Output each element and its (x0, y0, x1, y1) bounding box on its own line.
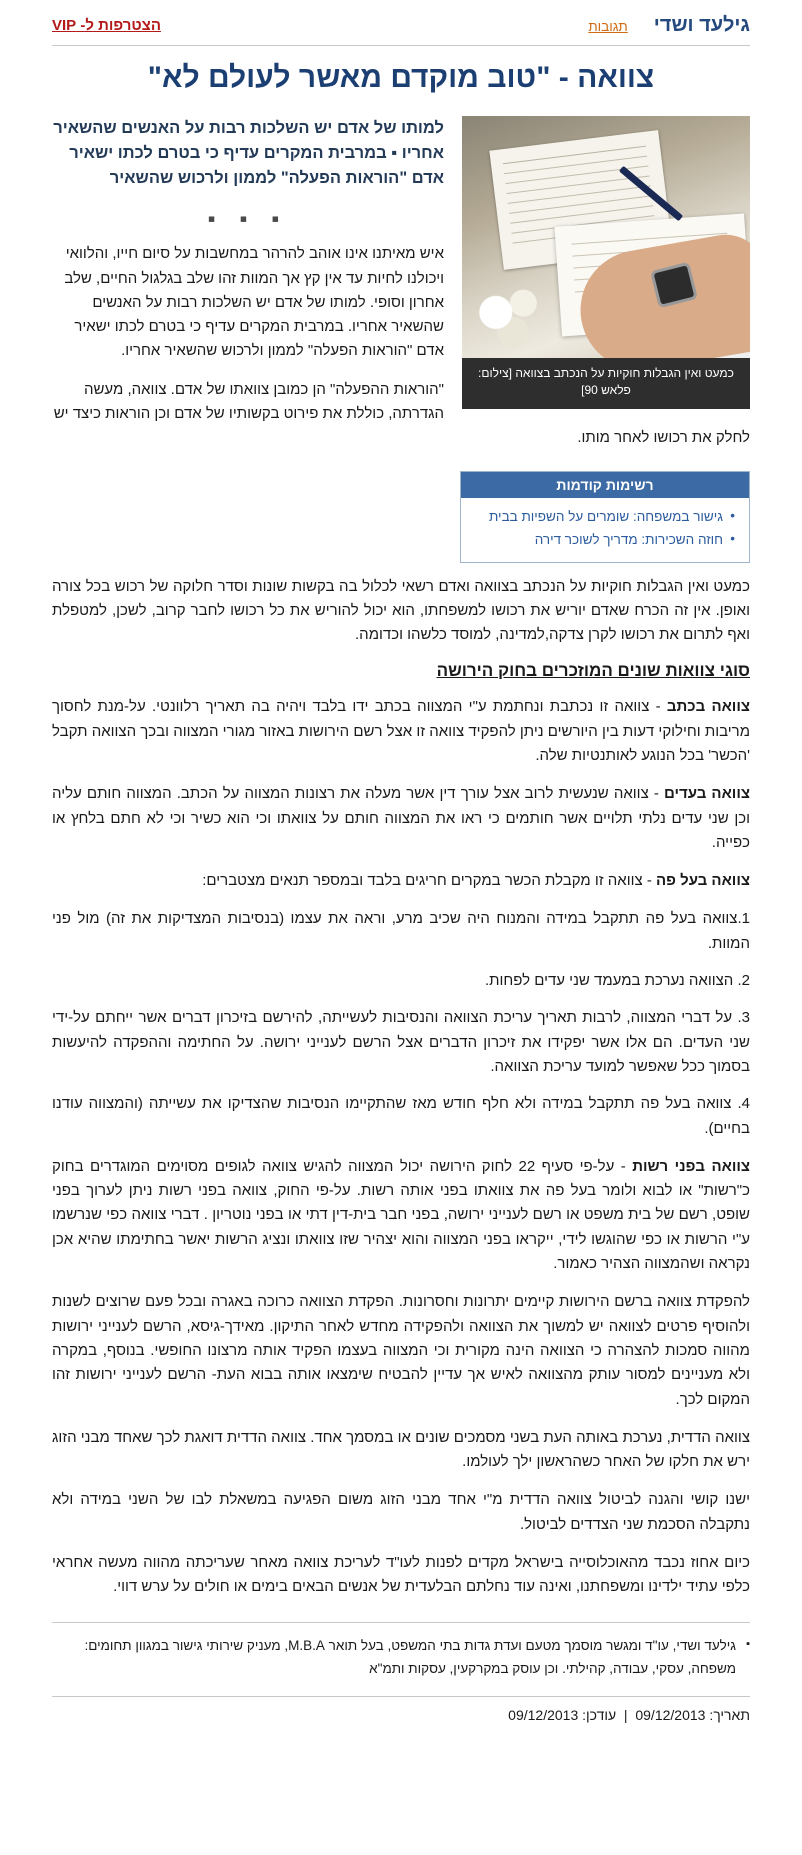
page-title: צוואה - "טוב מוקדם מאשר לעולם לא" (147, 61, 655, 94)
updated-value: 09/12/2013 (508, 1707, 579, 1724)
list-item[interactable] (471, 529, 735, 552)
list-item[interactable] (471, 506, 735, 529)
closing-paragraph-3: ישנו קושי והגנה לביטול צוואה הדדית מ"י אחד מבני הזוג משום הפגיעה במשאלת לבו של השני במידה ולא נתקבלה הסכמת שני הצדדים לביטול. (52, 1491, 750, 1533)
will-type-witnesses-text: - צוואה שנעשית לרוב אצל עורך דין אשר מעלה את רצונות המצווה על הכתב. המצווה חותם עליה וכן שני עדים נלתי תלויים אשר חותמים כי ראו את המצווה חותם על צוואתו וכי הוא כשיר וכי לא חתם בלחץ או כפייה. (52, 785, 750, 851)
related-link-2[interactable]: חוזה השכירות: מדריך לשוכר דירה (534, 531, 723, 547)
body-paragraph-3: כמעט ואין הגבלות חוקיות על הנכתב בצוואה ואדם רשאי לכלול בה בקשות שונות וסדר חלוקה של רכוש בכל צורה ואופן. אין זה הכרח שאדם יוריש את רכושו למשפחתו, הוא יכול להוריש את כל רכושו לחבר קרוב, לשכן, למטפלת ואף לתרום את רכושו לקרן צדקה,למדינה, למוסד כלשהו וכדומה. (52, 577, 750, 644)
date-value: 09/12/2013 (635, 1707, 706, 1724)
vip-join-link[interactable]: הצטרפות ל- VIP (52, 17, 161, 34)
will-type-oral (52, 869, 750, 893)
body-paragraph-2: "הוראות ההפעלה" הן כמובן צוואתו של אדם. צוואה, מעשה הגדרתה, כוללת את פירוט בקשותיו של אדם וכן הוראות כיצד יש לחלק את רכושו לאחר מותו. (53, 380, 750, 447)
will-type-authority-label: צוואה בפני רשות (632, 1157, 751, 1175)
comments-link[interactable]: תגובות (588, 19, 628, 34)
list-item: 3. על דברי המצווה, לרבות תאריך עריכת הצוואה והנסיבות לעשייתה, להירשם בזיכרון דברים אשר ייחתם על-ידי שני העדים. הם אלו אשר יפקידו את זיכרון הדברים אצל הרשם לענייני ירושה. על החתימה וההפקדה להיעשות בסמוך ככל שאפשר למועד עריכת הצוואה. (52, 1009, 750, 1075)
section-heading-will-types: סוגי צוואות שונים המוזכרים בחוק הירושה (436, 661, 750, 681)
list-item: 2. הצוואה נערכת במעמד שני עדים לפחות. (484, 972, 750, 990)
will-type-witnesses (52, 782, 750, 855)
closing-paragraph-1: להפקדת צוואה ברשם הירושות קיימים יתרונות וחסרונות. הפקדת הצוואה כרוכה באגרה ובכל פעם שרוצים לשנות ולהוסיף פרטים לצוואה יש למשוך את הצוואה ולהפקידה מחדש לאחר התיקון. מאידך-גיסא, הרשם לענייני ירושות מהווה סמכות להצהרה כי הצוואה הינה מקורית וכי המצווה בעצמו הפקיד אותה מרצונו החופשי. בנוסף, במקרה ולא מעניינים למסור עותק מהצוואה לאיש אך עדיין להבטיח שימצאו אותה בבוא העת- הרשם לענייני ירושות זהו המקום לכך. (52, 1293, 750, 1408)
will-type-oral-label: צוואה בעל פה (656, 872, 750, 890)
lead-section (52, 114, 750, 575)
will-type-written (52, 695, 750, 768)
article-lead: למותו של אדם יש השלכות רבות על האנשים שהשאיר אחריו ▪ במרבית המקרים עדיף כי בטרם לכתו ישאיר אדם "הוראות הפעלה" לממון ולרכוש שהשאיר (53, 119, 444, 187)
header-divider (52, 45, 750, 46)
date-label: תאריך: (709, 1707, 750, 1724)
will-signing-photo (462, 116, 750, 358)
lead-separator-dots: ▪ ▪ ▪ (207, 206, 289, 232)
closing-paragraph-2: צוואה הדדית, נערכת באותה העת בשני מסמכים שונים או במסמך אחד. צוואה הדדית דואגת לכך שאחד מבני הזוג ירש את חלקו של האחר כשהראשון ילך לעולמו. (52, 1428, 750, 1471)
byline-author: גילעד ושדי (653, 14, 750, 36)
will-type-written-label: צוואה בכתב (666, 698, 750, 716)
will-type-witnesses-label: צוואה בעדים (663, 785, 750, 803)
related-link-1[interactable]: גישור במשפחה: שומרים על השפיות בבית (489, 508, 723, 524)
author-bio: ▪ גילעד ושדי, עו"ד ומגשר מוסמך מטעם ועדת גדות בתי המשפט, בעל תואר M.B.A, מעניק שירותי גישור במגוון תחומים: משפחה, עסקי, עבודה, קהילתי. וכן עוסק במקרקעין, עסקות ותמ"א (52, 1635, 750, 1681)
closing-paragraph-4: כיום אחוז נכבד מהאוכלוסייה בישראל מקדים לפנות לעו"ד לעריכת צוואה מאחר שעריכתה מהווה מעשה אחראי כלפי עתיד ילדינו ומשפחתנו, ואינה עוד נחלתם הבלעדית של אנשים הבאים בימים או חולים על ערש דווי. (52, 1554, 750, 1596)
list-item: 4. צוואה בעל פה תתקבל במידה ולא חלף חודש מאז שהתקיימו הנסיבות שהצדיקו את עשייתה (והמצווה עודנו בחיים). (52, 1095, 750, 1137)
will-type-authority-text: - על-פי סעיף 22 לחוק הירושה יכול המצווה להגיש צוואה לגופים מסוימים המוגדרים בחוק כ"רשות" או לבוא ולומר בעל פה את צוואתו בפני אותה רשות. על-פי החוק, צוואה בפני רשות ניתן לערוך בפני שופט, רשם של בית משפט או רשם לענייני ירושה, בפני חבר בית-דין דתי או בפני נוטריון . דברי צוואה כפי שנרשמו ע"י הרשות או כפי שהוגשו לידי, ייקראו בפני המצווה והוא יצהיר שזו צוואתו ונציג הרשות יאשר בחתימתו שהיא אכן נקראה ושהמצווה הצהיר כאמור. (52, 1157, 750, 1273)
article-figure (462, 116, 750, 409)
dateline-sep: | (620, 1707, 632, 1724)
related-articles-title: רשימות קודמות (461, 472, 749, 498)
will-type-authority (52, 1155, 750, 1276)
site-header (52, 0, 750, 45)
related-articles-box (460, 471, 750, 563)
flowers-decoration-icon (470, 286, 556, 352)
dateline-divider (52, 1696, 750, 1697)
updated-label: עודכן: (582, 1707, 617, 1724)
dateline (52, 1707, 750, 1741)
header-left-group (588, 14, 750, 37)
related-articles-list (461, 498, 749, 562)
list-item: 1.צוואה בעל פה תתקבל במידה והמנוח היה שכיב מרע, וראה את עצמו (בנסיבות המצדיקות את זה) מול פני המוות. (52, 910, 750, 952)
footer-divider (52, 1622, 750, 1623)
oral-will-conditions-list (52, 907, 750, 1140)
figure-caption: כמעט ואין הגבלות חוקיות על הנכתב בצוואה [צילום: פלאש 90] (462, 358, 750, 409)
will-type-written-text: - צוואה זו נכתבת ונחתמת ע"י המצווה בכתב ידו בלבד ויהיה בה תאריך רלוונטי. על-מנת לחסוך מריבות וחילוקי דעות בין היורשים ניתן להפקיד צוואה זו אצל רשם הירושות באזור מגורי המצווה ובכך הצוואה תקבל 'הכשר' בכל הנוגע לאותנטיות שלה. (52, 698, 750, 764)
body-paragraph-1: איש מאיתנו אינו אוהב להרהר במחשבות על סיום חייו, והלוואי ויכולנו לחיות עד אין קץ אך המוות זהו שלב בגלגול החיים, שלב אחרון וסופי. למותו של אדם יש השלכות רבות על האנשים שהשאיר אחריו. במרבית המקרים עדיף כי בטרם לכתו ישאיר אדם "הוראות הפעלה" לממון ולרכוש שהשאיר אחריו. (64, 245, 444, 360)
will-type-oral-text: - צוואה זו מקבלת הכשר במקרים חריגים בלבד ובמספר תנאים מצטברים: (202, 872, 657, 890)
